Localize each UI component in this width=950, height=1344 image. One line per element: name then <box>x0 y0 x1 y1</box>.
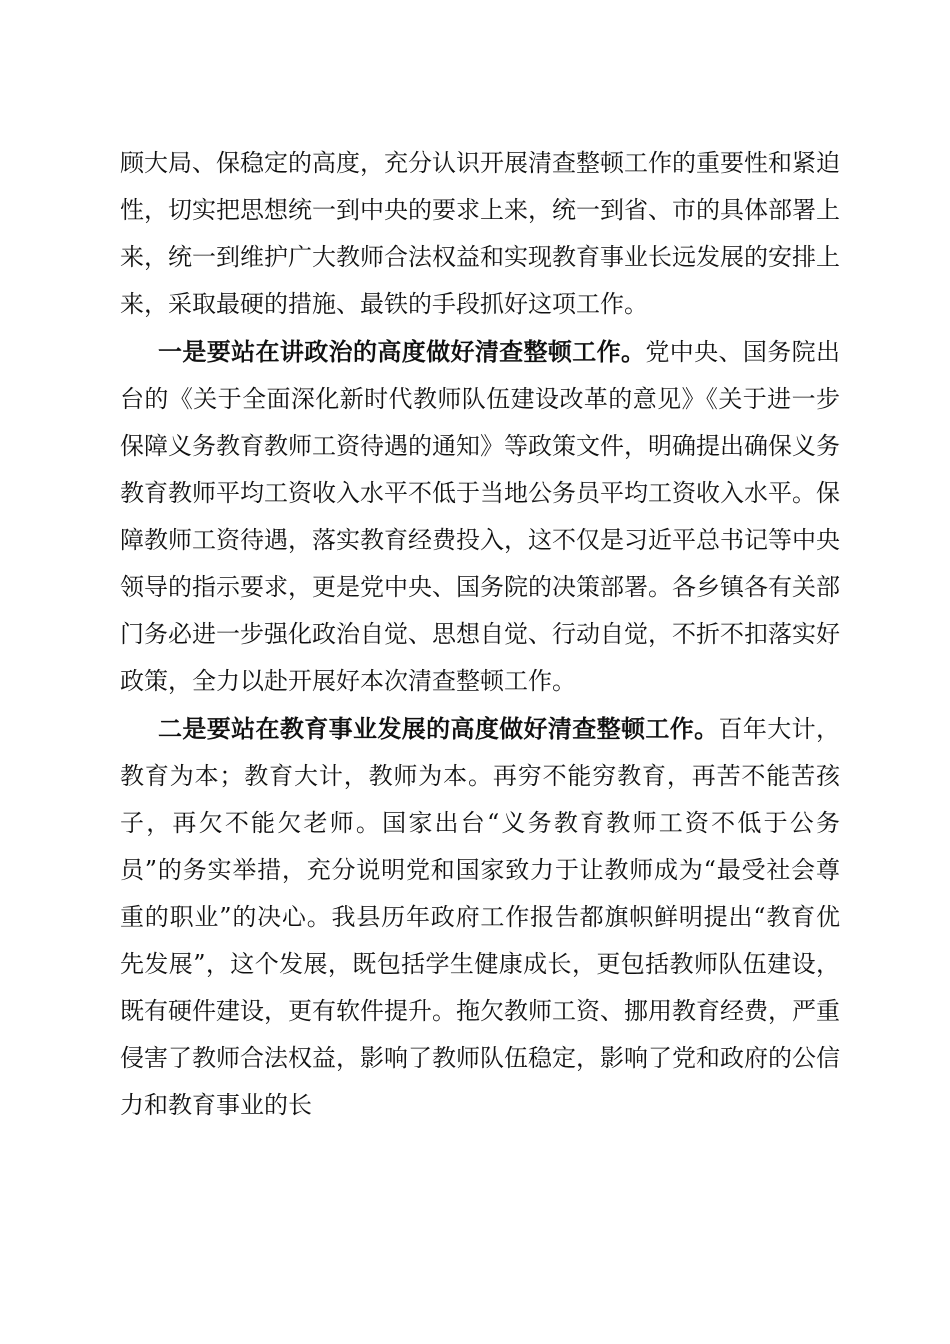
paragraph-education <box>120 705 840 1129</box>
paragraph-continuation <box>120 140 840 328</box>
paragraph-lead: 二是要站在教育事业发展的高度做好清查整顿工作。 <box>158 714 719 743</box>
paragraph-text: 顾大局、保稳定的高度，充分认识开展清查整顿工作的重要性和紧迫性，切实把思想统一到中央的要求上来，统一到省、市的具体部署上来，统一到维护广大教师合法权益和实现教育事业长远发展的安排上来，采取最硬的措施、最铁的手段抓好这项工作。 <box>120 149 840 318</box>
paragraph-politics <box>120 328 840 705</box>
document-body <box>120 140 840 1129</box>
paragraph-text: 党中央、国务院出台的《关于全面深化新时代教师队伍建设改革的意见》《关于进一步保障义务教育教师工资待遇的通知》等政策文件，明确提出确保义务教育教师平均工资收入水平不低于当地公务员平均工资收入水平。保障教师工资待遇，落实教育经费投入，这不仅是习近平总书记等中央领导的指示要求，更是党中央、国务院的决策部署。各乡镇各有关部门务必进一步强化政治自觉、思想自觉、行动自觉，不折不扣落实好政策，全力以赴开展好本次清查整顿工作。 <box>120 338 840 695</box>
paragraph-lead: 一是要站在讲政治的高度做好清查整顿工作。 <box>158 337 646 366</box>
paragraph-text: 百年大计，教育为本；教育大计，教师为本。再穷不能穷教育，再苦不能苦孩子，再欠不能欠老师。国家出台“义务教育教师工资不低于公务员”的务实举措，充分说明党和国家致力于让教师成为“最受社会尊重的职业”的决心。我县历年政府工作报告都旗帜鲜明提出“教育优先发展”，这个发展，既包括学生健康成长，更包括教师队伍建设，既有硬件建设，更有软件提升。拖欠教师工资、挪用教育经费，严重侵害了教师合法权益，影响了教师队伍稳定，影响了党和政府的公信力和教育事业的长 <box>120 715 841 1119</box>
